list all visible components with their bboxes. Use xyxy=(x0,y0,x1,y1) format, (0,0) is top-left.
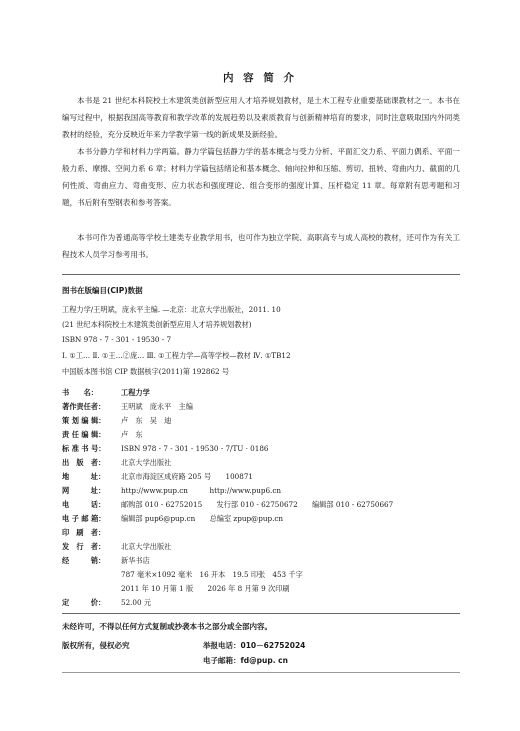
info-value: 工程力学 xyxy=(121,388,150,397)
info-label: 电 话： xyxy=(62,500,106,509)
cip-heading: 图书在版编目(CIP)数据 xyxy=(62,286,143,295)
info-label: 著作责任者： xyxy=(62,402,106,411)
cip-line: ISBN 978 - 7 - 301 - 19530 - 7 xyxy=(62,335,172,344)
cip-line: Ⅰ. ①工… Ⅱ. ①王…②庞… Ⅲ. ①工程力学—高等学校—教材 Ⅳ. ①TB12 xyxy=(62,351,291,360)
info-label: 地 址： xyxy=(62,472,106,481)
info-label: 发 行 者： xyxy=(62,542,106,551)
cip-line: 中国版本图书馆 CIP 数据核字(2011)第 192862 号 xyxy=(62,367,230,376)
info-value: http://www.pup.cn http://www.pup6.cn xyxy=(121,486,281,495)
info-value: 王明斌 庞永平 主编 xyxy=(121,402,193,411)
info-value: ISBN 978 - 7 - 301 - 19530 - 7/TU · 0186 xyxy=(121,444,269,453)
info-label: 书 名： xyxy=(62,388,98,397)
info-label: 定 价： xyxy=(62,598,106,607)
info-value: 52.00 元 xyxy=(121,598,152,607)
info-label: 策 划 编 辑： xyxy=(62,416,106,425)
info-label: 经 销： xyxy=(62,556,106,565)
info-value: 787 毫米×1092 毫米 16 开本 19.5 印张 453 千字 xyxy=(121,570,303,579)
info-value: 卢 东 xyxy=(121,430,143,439)
info-value: 北京市海淀区成府路 205 号 100871 xyxy=(121,472,253,481)
info-value: 卢 东 吴 迪 xyxy=(121,416,172,425)
info-value: 邮购部 010 - 62752015 发行部 010 - 62750672 编辑部 010 - 62750667 xyxy=(121,500,394,509)
info-label: 印 刷 者： xyxy=(62,528,106,537)
info-value: 新华书店 xyxy=(121,556,150,565)
info-value: 2011 年 10 月第 1 版 2026 年 8 月第 9 次印刷 xyxy=(121,584,290,593)
intro-title: 内 容 简 介 xyxy=(223,72,297,84)
divider xyxy=(62,613,460,614)
info-label: 网 址： xyxy=(62,486,106,495)
copyright-notice: 未经许可，不得以任何方式复制或抄袭本书之部分或全部内容。 xyxy=(62,622,272,631)
info-value: 编辑部 pup6@pup.cn 总编室 zpup@pup.cn xyxy=(121,514,284,523)
info-label: 出 版 者： xyxy=(62,458,106,467)
rights-reserved: 版权所有，侵权必究 xyxy=(62,641,130,650)
divider xyxy=(62,672,460,673)
info-value: 北京大学出版社 xyxy=(121,458,172,467)
report-phone: 举报电话：010－62752024 xyxy=(203,641,306,650)
intro-paragraph: 本书可作为普通高等学校土建类专业教学用书，也可作为独立学院、高职高专与成人高校的教材，还可作为有关工程技术人员学习参考用书。 xyxy=(62,233,460,259)
cip-line: (21 世纪本科院校土木建筑类创新型应用人才培养规划教材) xyxy=(62,320,252,329)
intro-paragraph: 本书分静力学和材料力学两篇。静力学篇包括静力学的基本概念与受力分析、平面汇交力系、平面力偶系、平面一般力系、摩擦、空间力系 6 章；材料力学篇包括绪论和基本概念、轴向拉伸和压缩、剪切、扭转、弯曲内力、截面的几何性质、弯曲应力、弯曲变形、应力状态和强度理论、组合变形的强度计算、压杆稳定 11 章。每章附有思考题和习题，书后附有型钢表和参考答案。 xyxy=(62,147,460,207)
report-email: 电子邮箱：fd@pup. cn xyxy=(203,656,288,665)
info-value: 北京大学出版社 xyxy=(121,542,172,551)
divider xyxy=(62,274,460,275)
info-label: 责 任 编 辑： xyxy=(62,430,106,439)
info-label: 标 准 书 号： xyxy=(62,444,106,453)
info-label: 电 子 邮 箱： xyxy=(62,514,106,523)
cip-line: 工程力学/王明斌，庞永平主编. —北京：北京大学出版社，2011. 10 xyxy=(62,305,281,314)
intro-paragraph: 本书是 21 世纪本科院校土木建筑类创新型应用人才培养规划教材，是土木工程专业重要基础课教材之一。本书在编写过程中，根据我国高等教育和教学改革的发展趋势以及素质教育与创新精神培育的要求，同时注意吸取国内外同类教材的经验，充分反映近年来力学教学第一线的新成果及新经验。 xyxy=(62,96,460,139)
